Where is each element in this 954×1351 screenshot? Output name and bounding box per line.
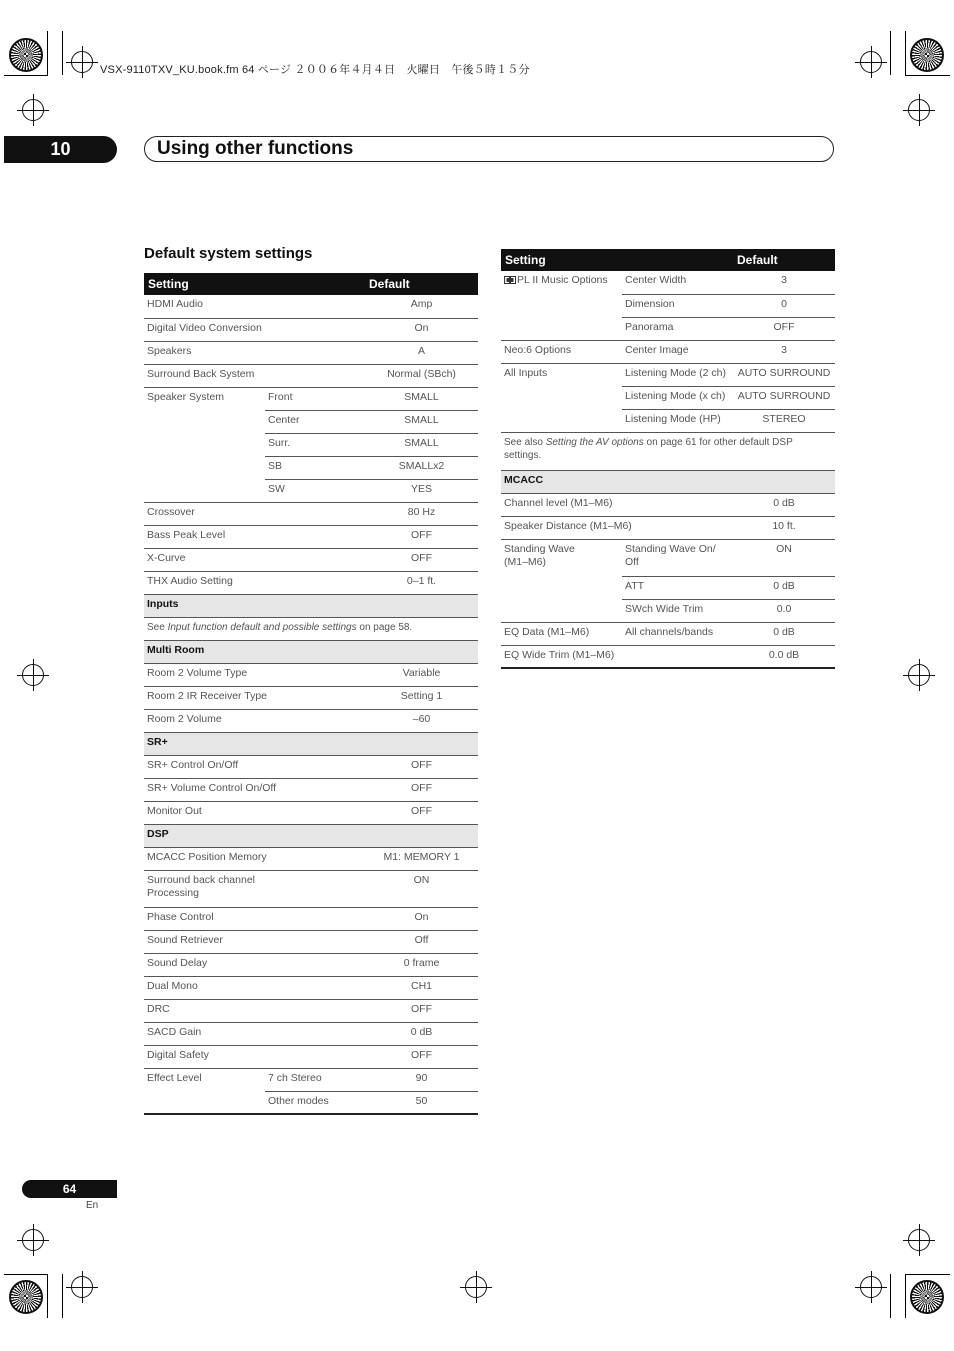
registration-wheel-icon (910, 1280, 944, 1314)
registration-target-icon (71, 1276, 93, 1298)
setting-cell: Phase Control (144, 907, 365, 930)
note-text: on page 58. (356, 621, 413, 633)
registration-target-icon (860, 51, 882, 73)
default-cell: OFF (365, 999, 478, 1022)
default-cell: 50 (365, 1091, 478, 1114)
crop-mark (890, 31, 891, 75)
table-row (144, 295, 478, 318)
table-row (501, 493, 835, 516)
default-cell: 0–1 ft. (365, 571, 478, 594)
table-row (144, 341, 478, 364)
default-cell: 80 Hz (365, 502, 478, 525)
default-cell: AUTO SURROUND (733, 386, 835, 409)
crop-mark (905, 75, 950, 76)
default-cell: On (365, 907, 478, 930)
default-cell: 0 (733, 294, 835, 317)
note-cell (144, 617, 478, 640)
default-cell: OFF (365, 525, 478, 548)
subsetting-cell: Center Width (622, 271, 733, 294)
default-cell: OFF (365, 755, 478, 778)
crop-mark (905, 31, 906, 75)
note-reference: Setting the AV options (545, 436, 644, 448)
default-cell: ON (733, 539, 835, 576)
subsetting-cell: Listening Mode (x ch) (622, 386, 733, 409)
registration-wheel-icon (9, 1280, 43, 1314)
setting-cell: Neo:6 Options (501, 340, 622, 363)
section-label: MCACC (501, 470, 835, 493)
default-cell: SMALL (365, 410, 478, 433)
default-cell: OFF (365, 801, 478, 824)
default-cell: Setting 1 (365, 686, 478, 709)
default-settings-table-right (501, 249, 835, 669)
table-row (144, 1068, 478, 1091)
chapter-title: Using other functions (144, 136, 834, 162)
col-default: Default (733, 249, 835, 271)
setting-cell: SR+ Volume Control On/Off (144, 778, 365, 801)
setting-cell: Room 2 Volume Type (144, 663, 365, 686)
note-reference: Input function default and possible settings (167, 621, 357, 633)
table-row (501, 340, 835, 363)
registration-target-icon (22, 1229, 44, 1251)
default-cell: 90 (365, 1068, 478, 1091)
page-number: 64 (22, 1180, 117, 1198)
crop-mark (890, 1274, 891, 1318)
setting-cell (144, 870, 365, 907)
default-cell: YES (365, 479, 478, 502)
subsetting-cell: Front (265, 387, 365, 410)
setting-cell: Crossover (144, 502, 365, 525)
crop-mark (62, 1274, 63, 1318)
subsetting-cell: Listening Mode (HP) (622, 409, 733, 432)
table-row (144, 930, 478, 953)
crop-mark (62, 31, 63, 75)
table-row (144, 318, 478, 341)
setting-cell: Speaker System (144, 387, 265, 502)
chapter-number: 10 (4, 136, 117, 163)
table-row (501, 539, 835, 576)
table-row (144, 999, 478, 1022)
section-row-sr-plus (144, 732, 478, 755)
section-label: Multi Room (144, 640, 478, 663)
file-info-line: VSX-9110TXV_KU.book.fm 64 ページ ２００６年４月４日 火曜日 午後５時１５分 (100, 64, 530, 76)
section-row-dsp (144, 824, 478, 847)
subsetting-cell (622, 539, 733, 576)
table-row (144, 1022, 478, 1045)
default-cell: AUTO SURROUND (733, 363, 835, 386)
registration-target-icon (22, 664, 44, 686)
section-row-multi-room (144, 640, 478, 663)
default-cell: SMALL (365, 433, 478, 456)
default-cell: CH1 (365, 976, 478, 999)
setting-cell: MCACC Position Memory (144, 847, 365, 870)
default-cell: A (365, 341, 478, 364)
page-language: En (86, 1200, 99, 1211)
table-header (501, 249, 835, 271)
default-cell: 3 (733, 271, 835, 294)
setting-cell: DRC (144, 999, 365, 1022)
subsetting-text: Standing Wave On/ Off (625, 542, 716, 568)
setting-cell (501, 271, 622, 340)
crop-mark (47, 31, 48, 75)
setting-cell: THX Audio Setting (144, 571, 365, 594)
table-row (144, 755, 478, 778)
registration-target-icon (71, 51, 93, 73)
setting-cell (501, 539, 622, 622)
table-row (144, 907, 478, 930)
subsetting-cell: All channels/bands (622, 622, 733, 645)
registration-wheel-icon (9, 38, 43, 72)
setting-cell: Sound Delay (144, 953, 365, 976)
default-cell: SMALLx2 (365, 456, 478, 479)
setting-cell: Effect Level (144, 1068, 265, 1114)
section-row-mcacc (501, 470, 835, 493)
col-setting: Setting (144, 273, 365, 295)
table-row (144, 686, 478, 709)
table-row (144, 364, 478, 387)
registration-target-icon (22, 99, 44, 121)
default-cell: –60 (365, 709, 478, 732)
registration-target-icon (860, 1276, 882, 1298)
subsetting-cell: Center Image (622, 340, 733, 363)
subsetting-cell: SW (265, 479, 365, 502)
setting-cell: Digital Video Conversion (144, 318, 365, 341)
subsetting-cell: Listening Mode (2 ch) (622, 363, 733, 386)
default-cell: STEREO (733, 409, 835, 432)
subsetting-cell: Other modes (265, 1091, 365, 1114)
default-cell: 0.0 dB (733, 645, 835, 668)
table-row (144, 801, 478, 824)
table-row (144, 953, 478, 976)
registration-target-icon (908, 664, 930, 686)
section-label: SR+ (144, 732, 478, 755)
setting-cell: Channel level (M1–M6) (501, 493, 733, 516)
crop-mark (4, 75, 48, 76)
note-row (501, 432, 835, 470)
setting-cell: Monitor Out (144, 801, 365, 824)
default-cell: OFF (365, 548, 478, 571)
note-cell (501, 432, 835, 470)
default-cell: M1: MEMORY 1 (365, 847, 478, 870)
section-row-inputs (144, 594, 478, 617)
default-cell: OFF (733, 317, 835, 340)
table-row (144, 1045, 478, 1068)
table-row (501, 363, 835, 386)
note-text: See (147, 621, 168, 633)
table-row (144, 548, 478, 571)
table-row (144, 502, 478, 525)
col-setting: Setting (501, 249, 733, 271)
table-row (144, 525, 478, 548)
note-row (144, 617, 478, 640)
default-cell: 0 dB (733, 622, 835, 645)
setting-text: PL II Music Options (517, 274, 608, 286)
table-row (144, 778, 478, 801)
setting-cell: Digital Safety (144, 1045, 365, 1068)
default-cell: OFF (365, 1045, 478, 1068)
subsetting-cell: 7 ch Stereo (265, 1068, 365, 1091)
table-row (144, 870, 478, 907)
setting-cell: Speaker Distance (M1–M6) (501, 516, 733, 539)
registration-target-icon (908, 99, 930, 121)
table-row (144, 847, 478, 870)
dolby-logo-icon (504, 276, 516, 284)
table-row (144, 663, 478, 686)
setting-cell: All Inputs (501, 363, 622, 432)
setting-cell: Room 2 IR Receiver Type (144, 686, 365, 709)
default-cell: SMALL (365, 387, 478, 410)
table-row (144, 387, 478, 410)
section-label: Inputs (144, 594, 478, 617)
default-cell: Off (365, 930, 478, 953)
default-cell: Amp (365, 295, 478, 318)
section-label: DSP (144, 824, 478, 847)
subsetting-cell: SWch Wide Trim (622, 599, 733, 622)
default-cell: On (365, 318, 478, 341)
default-cell: 10 ft. (733, 516, 835, 539)
setting-cell: SACD Gain (144, 1022, 365, 1045)
crop-mark (905, 1274, 906, 1318)
setting-cell: Speakers (144, 341, 365, 364)
subsetting-cell: Dimension (622, 294, 733, 317)
default-cell: Variable (365, 663, 478, 686)
table-row (501, 271, 835, 294)
registration-target-icon (465, 1276, 487, 1298)
subsetting-cell: SB (265, 456, 365, 479)
default-cell: 0 dB (365, 1022, 478, 1045)
setting-cell: X-Curve (144, 548, 365, 571)
table-row (501, 645, 835, 668)
setting-cell: Sound Retriever (144, 930, 365, 953)
default-cell: 0 dB (733, 493, 835, 516)
table-row (144, 709, 478, 732)
crop-mark (905, 1274, 950, 1275)
table-row (144, 571, 478, 594)
subsetting-cell: Panorama (622, 317, 733, 340)
crop-mark (47, 1274, 48, 1318)
setting-cell: Room 2 Volume (144, 709, 365, 732)
default-cell: 0 frame (365, 953, 478, 976)
setting-cell: SR+ Control On/Off (144, 755, 365, 778)
table-row (501, 516, 835, 539)
note-text: on page 61 for other default DSP settings. (504, 436, 793, 461)
setting-cell: HDMI Audio (144, 295, 365, 318)
setting-cell: Bass Peak Level (144, 525, 365, 548)
subsetting-cell: ATT (622, 576, 733, 599)
setting-text: Surround back channel Processing (147, 873, 255, 899)
setting-cell: Surround Back System (144, 364, 365, 387)
default-cell: 3 (733, 340, 835, 363)
crop-mark (4, 1274, 48, 1275)
table-row (144, 976, 478, 999)
registration-target-icon (908, 1229, 930, 1251)
default-settings-table-left (144, 273, 478, 1115)
table-header (144, 273, 478, 295)
setting-text: Standing Wave (M1–M6) (504, 542, 575, 568)
setting-cell: EQ Data (M1–M6) (501, 622, 622, 645)
default-cell: 0.0 (733, 599, 835, 622)
subsetting-cell: Center (265, 410, 365, 433)
col-default: Default (365, 273, 478, 295)
section-title: Default system settings (144, 245, 313, 262)
table-row (501, 622, 835, 645)
subsetting-cell: Surr. (265, 433, 365, 456)
default-cell: ON (365, 870, 478, 907)
note-text: See also (504, 436, 546, 448)
registration-wheel-icon (910, 38, 944, 72)
default-cell: Normal (SBch) (365, 364, 478, 387)
default-cell: 0 dB (733, 576, 835, 599)
setting-cell: Dual Mono (144, 976, 365, 999)
default-cell: OFF (365, 778, 478, 801)
setting-cell: EQ Wide Trim (M1–M6) (501, 645, 733, 668)
